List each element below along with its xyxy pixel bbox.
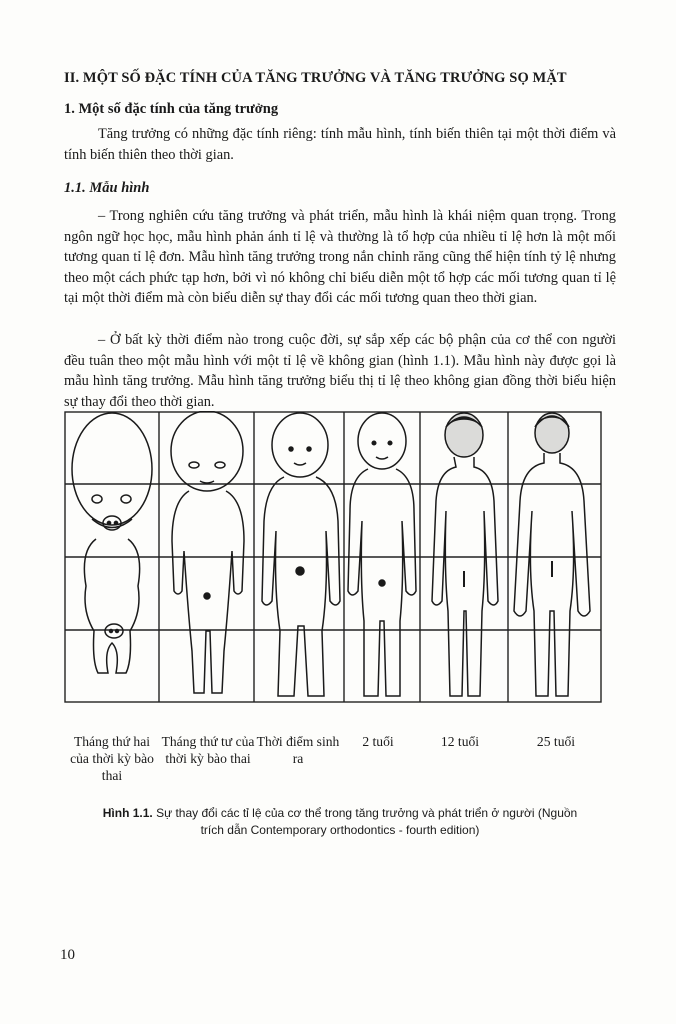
fetus-2-month-silhouette — [72, 413, 152, 673]
page-number: 10 — [60, 947, 75, 963]
body-proportion-figure — [64, 411, 604, 706]
figure-caption — [100, 805, 580, 839]
proportion-grid — [65, 412, 601, 702]
figure-label-4-month: Tháng thứ tư của thời kỳ bào thai — [161, 734, 255, 766]
figure-caption-text: Sự thay đổi các tỉ lệ của cơ thể trong tăng trưởng và phát triển ở người (Nguồn trích dẫn Contemporary orthodontics - fourth edition) — [152, 806, 578, 837]
adult-25-year-silhouette — [514, 413, 590, 696]
paragraph-pattern-concept: – Trong nghiên cứu tăng trưởng và phát triển, mẫu hình là khái niệm quan trọng. Trong ngôn ngữ học học, mẫu hình phản ánh tỉ lệ và thường là tổ hợp của nhiều tỉ lệ hơn là một mối tương quan tỉ lệ đơn. Mẫu hình tăng trưởng trong nắn chỉnh răng cũng thể hiện tính tỷ lệ nhưng theo một cách phức tạp hơn, bởi vì nó không chỉ biểu diễn một tổ hợp các mối tương quan tỉ lệ tại một thời điểm mà còn biểu diễn sự thay đổi các mối tương quan theo thời gian. — [64, 208, 616, 306]
child-12-year-silhouette — [432, 413, 498, 696]
subsection-heading: 1. Một số đặc tính của tăng trưởng — [64, 101, 279, 117]
figure-label-2-year: 2 tuổi — [362, 734, 394, 749]
figure-caption-prefix: Hình 1.1. — [102, 806, 153, 820]
toddler-2-year-silhouette — [348, 413, 416, 696]
figure-label-25-year: 25 tuổi — [536, 734, 576, 749]
section-heading: II. MỘT SỐ ĐẶC TÍNH CỦA TĂNG TRƯỞNG VÀ TĂNG TRƯỞNG SỌ MẶT — [64, 70, 567, 86]
figure-label-2-month: Tháng thứ hai của thời kỳ bào thai — [70, 734, 154, 783]
figure-label-birth: Thời điểm sinh ra — [256, 734, 340, 766]
fetus-4-month-silhouette — [171, 411, 244, 693]
subsubsection-heading: 1.1. Mẫu hình — [64, 180, 150, 196]
paragraph-growth-pattern: – Ở bất kỳ thời điểm nào trong cuộc đời, sự sắp xếp các bộ phận của cơ thể con người đều tuân theo một mẫu hình với một tỉ lệ về không gian (hình 1.1). Mẫu hình này được gọi là mẫu hình tăng trưởng. Mẫu hình tăng trưởng biểu thị tỉ lệ theo không gian đồng thời biểu hiện sự thay đổi theo thời gian. — [64, 332, 616, 410]
intro-paragraph: Tăng trưởng có những đặc tính riêng: tính mẫu hình, tính biến thiên tại một thời điểm và tính biến thiên theo thời gian. — [64, 126, 616, 163]
newborn-silhouette — [262, 413, 340, 696]
figure-label-12-year: 12 tuổi — [440, 734, 480, 749]
